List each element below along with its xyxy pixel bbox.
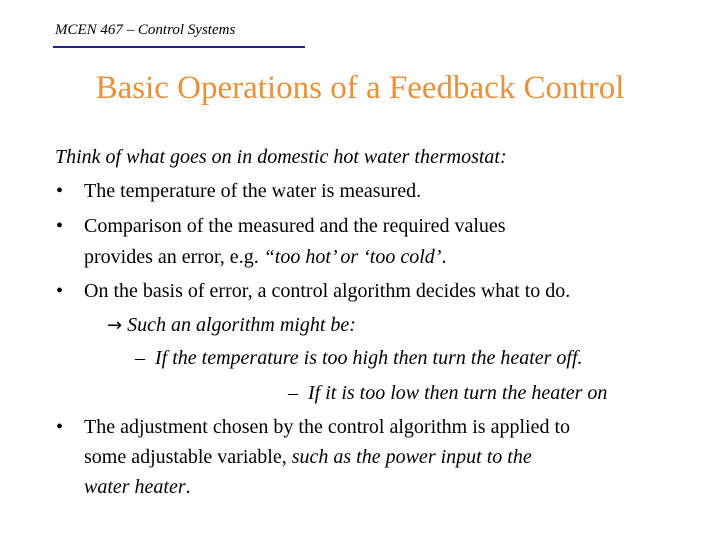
bullet-4-line-3-end: . [185, 476, 191, 498]
bullet-2-line-2-end: . [441, 246, 447, 268]
algorithm-subitem-text: Such an algorithm might be: [127, 314, 356, 336]
rule-item-dash: – [288, 382, 298, 404]
rule-item-2 [288, 382, 607, 405]
bullet-2-line-2-plain: provides an error, e.g. [84, 246, 264, 268]
arrow-right-icon: → [107, 315, 123, 336]
bullet-2-line-2-italic: “too hot’ or ‘too cold’ [263, 246, 442, 268]
rule-item-1 [135, 347, 583, 370]
bullet-4-line-1: The adjustment chosen by the control algorithm is applied to [84, 416, 571, 438]
bullet-2-line-2 [84, 246, 446, 269]
header-divider [53, 46, 305, 48]
bullet-1-text: The temperature of the water is measured. [84, 180, 422, 202]
bullet-marker: • [56, 280, 64, 302]
bullet-4-line-3 [84, 476, 191, 499]
slide-title: Basic Operations of a Feedback Control [95, 70, 625, 106]
rule-item-dash: – [135, 347, 145, 369]
bullet-marker: • [56, 215, 64, 237]
bullet-marker: • [56, 416, 64, 438]
rule-item-1-text: If the temperature is too high then turn the heater off. [155, 347, 583, 369]
bullet-2-line-1: Comparison of the measured and the required values [84, 215, 506, 237]
bullet-4-line-3-italic: water heater [84, 476, 186, 498]
rule-item-2-text: If it is too low then turn the heater on [308, 382, 608, 404]
bullet-3-text: On the basis of error, a control algorithm decides what to do. [84, 280, 571, 302]
bullet-4-line-2-italic: such as the power input to the [291, 446, 532, 468]
bullet-4-line-2-plain: some adjustable variable, [84, 446, 292, 468]
algorithm-subitem [107, 314, 356, 337]
bullet-4-line-2 [84, 446, 532, 469]
bullet-marker: • [56, 180, 64, 202]
course-header: MCEN 467 – Control Systems [55, 22, 236, 38]
intro-text: Think of what goes on in domestic hot water thermostat: [55, 146, 507, 168]
